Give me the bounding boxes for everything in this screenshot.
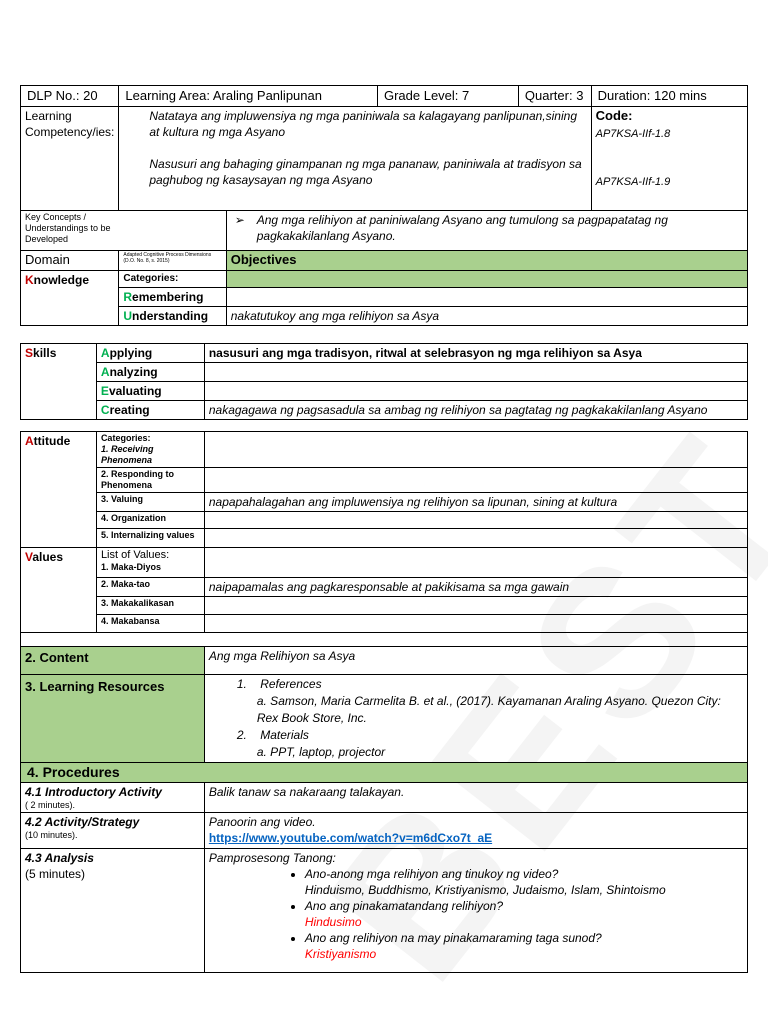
bullet-arrow-icon: ➢ (234, 213, 245, 227)
question-1: • Ano-anong mga relihiyon ang tinukoy ng video? (304, 867, 559, 881)
evaluating-label: Evaluating (96, 382, 204, 401)
materials-number: 2. (236, 728, 247, 742)
values-label: Values (21, 548, 97, 633)
competency-row (21, 107, 748, 211)
objectives-header: Objectives (226, 251, 747, 271)
resources-row (21, 675, 748, 763)
attitude-label: Attitude (21, 432, 97, 548)
question-list (209, 866, 743, 962)
remembering-label: Remembering (119, 288, 226, 307)
applying-objective: nasusuri ang mga tradisyon, ritwal at selebrasyon ng mga relihiyon sa Asya (204, 344, 747, 363)
answer-3: Kristiyanismo (304, 947, 377, 961)
code-1: AP7KSA-IIf-1.8 (595, 128, 671, 140)
applying-row (21, 344, 748, 363)
remembering-row (21, 288, 748, 307)
table-header-knowledge (20, 85, 748, 326)
activity-time: (10 minutes). (25, 830, 78, 840)
activity-text: Panoorin ang video. (208, 815, 316, 829)
knowledge-categories: Categories: (119, 271, 226, 288)
key-concepts-row (21, 211, 748, 251)
attitude-cat-5: 5. Internalizing values (96, 529, 204, 548)
value-1: 1. Maka-Diyos (100, 562, 161, 572)
key-concepts-text: Ang mga relihiyon at paniniwalang Asyano ang tumulong sa pagpapatatag ng pagkakakilanlang Asyano. (256, 213, 668, 243)
grade-level: Grade Level: 7 (377, 86, 518, 106)
materials-label: Materials (260, 728, 309, 742)
maka-tao-objective: naipapamalas ang pagkaresponsable at pakikisama sa mga gawain (204, 578, 747, 597)
question-item (305, 866, 743, 898)
valuing-objective: napapahalagahan ang impluwensiya ng relihiyon sa lipunan, sining at kultura (204, 493, 747, 512)
understanding-objective: nakatutukoy ang mga relihiyon sa Asya (226, 307, 747, 326)
knowledge-label: Knowledge (21, 271, 119, 326)
value-3: 3. Makakalikasan (96, 597, 204, 615)
competency-label: Learning Competency/ies: (21, 107, 119, 211)
analysis-intro: Pamprosesong Tanong: (208, 851, 336, 865)
question-2: • Ano ang pinakamatandang relihiyon? (304, 899, 503, 913)
learning-area: Learning Area: Araling Panlipunan (119, 86, 377, 106)
references-number: 1. (236, 677, 247, 691)
value-4: 4. Makabansa (96, 615, 204, 633)
table-skills (20, 343, 748, 420)
material-a: a. PPT, laptop, projector (256, 745, 386, 759)
domain-row (21, 251, 748, 271)
competency-text-1: Natataya ang impluwensiya ng mga paniniwala sa kalagayang panlipunan,sining at kultura ng mga Asyano (149, 109, 577, 139)
content-label: 2. Content (21, 647, 205, 675)
video-link[interactable]: https://www.youtube.com/watch?v=m6dCxo7t_aE (208, 831, 493, 845)
intro-time: ( 2 minutes). (25, 800, 76, 810)
activity-label: 4.2 Activity/Strategy (25, 815, 140, 829)
attitude-cat-1: 1. Receiving Phenomena (100, 444, 154, 465)
key-concepts-label: Key Concepts / Understandings to be Developed (25, 212, 111, 244)
skills-label: Skills (21, 344, 97, 420)
procedures-header-row (21, 763, 748, 783)
analysis-time: (5 minutes) (25, 867, 86, 881)
knowledge-categories-row (21, 271, 748, 288)
table-attitude-procedures (20, 431, 748, 973)
intro-label: 4.1 Introductory Activity (25, 785, 162, 799)
code-2: AP7KSA-IIf-1.9 (595, 176, 671, 188)
activity-strategy-row (21, 813, 748, 849)
analysis-label: 4.3 Analysis (25, 851, 94, 865)
acp-label: Adapted Cognitive Process Dimensions (D.O. No. 8, s. 2015) (119, 251, 226, 271)
creating-label: Creating (96, 401, 204, 420)
quarter: Quarter: 3 (524, 88, 584, 103)
domain-label: Domain (21, 251, 119, 271)
answer-1: Hinduismo, Buddhismo, Kristiyanismo, Judaismo, Islam, Shintoismo (304, 883, 666, 897)
code-label: Code: (595, 108, 633, 123)
evaluating-row (21, 382, 748, 401)
attitude-cat-4: 4. Organization (96, 512, 204, 529)
values-list-label: List of Values: (100, 549, 170, 561)
intro-text: Balik tanaw sa nakaraang talakayan. (204, 783, 747, 813)
answer-2: Hindusimo (304, 915, 362, 929)
content-text: Ang mga Relihiyon sa Asya (204, 647, 747, 675)
analyzing-label: Analyzing (96, 363, 204, 382)
attitude-cat-2: 2. Responding to Phenomena (96, 468, 204, 493)
analysis-row (21, 849, 748, 973)
applying-label: Applying (96, 344, 204, 363)
procedures-label: 4. Procedures (21, 763, 748, 783)
analyzing-row (21, 363, 748, 382)
creating-row (21, 401, 748, 420)
question-item (305, 930, 743, 962)
duration: Duration: 120 mins (591, 86, 747, 107)
values-row-1 (21, 548, 748, 578)
understanding-row (21, 307, 748, 326)
attitude-categories-row (21, 432, 748, 468)
content-row (21, 647, 748, 675)
competency-text-2: Nasusuri ang bahaging ginampanan ng mga pananaw, paniniwala at tradisyon sa paghubog ng kasaysayan ng mga Asyano (149, 157, 582, 187)
intro-activity-row (21, 783, 748, 813)
value-2: 2. Maka-tao (96, 578, 204, 597)
creating-objective: nakagagawa ng pagsasadula sa ambag ng relihiyon sa pagtatag ng pagkakakilanlang Asyano (204, 401, 747, 420)
attitude-cat-3: 3. Valuing (96, 493, 204, 512)
question-3: • Ano ang relihiyon na may pinakamaraming taga sunod? (304, 931, 602, 945)
reference-a: a. Samson, Maria Carmelita B. et al., (2017). Kayamanan Araling Asyano. Quezon City: Rex Book Store, Inc. (256, 694, 721, 725)
references-label: References (260, 677, 322, 691)
resources-label: 3. Learning Resources (21, 675, 205, 763)
dlp-number: DLP No.: 20 (21, 86, 119, 107)
understanding-label: Understanding (119, 307, 226, 326)
question-item (305, 898, 743, 930)
header-row (21, 86, 748, 107)
attitude-categories: Categories: (100, 433, 151, 443)
